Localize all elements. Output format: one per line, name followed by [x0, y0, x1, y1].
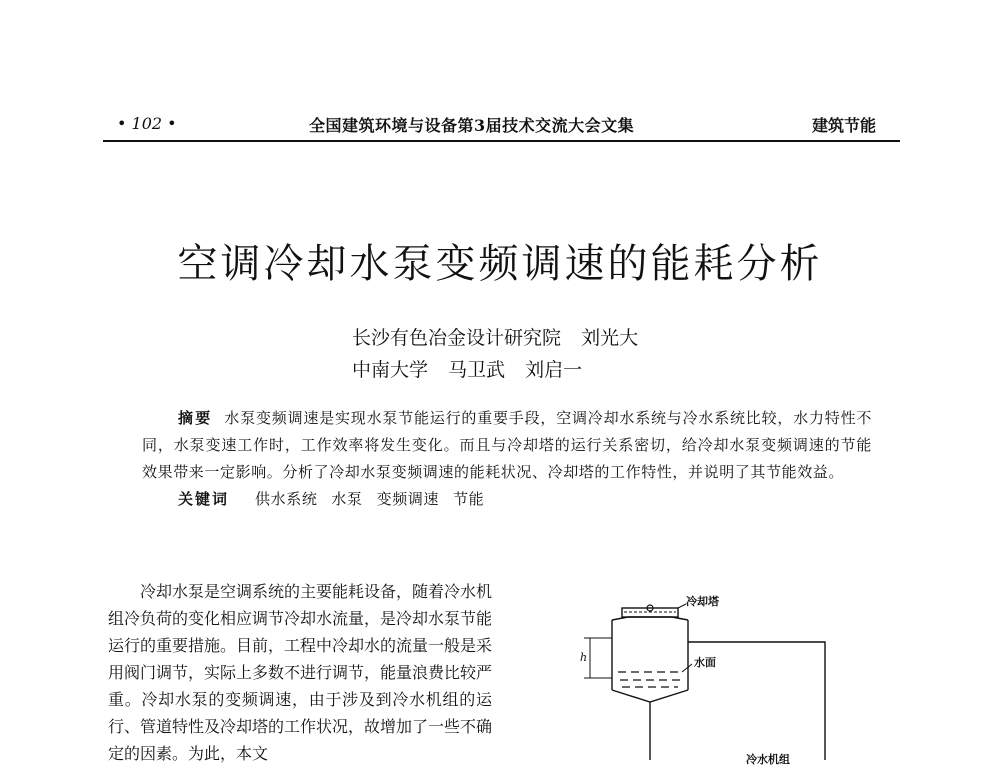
label-cooling-tower: 冷却塔 [686, 595, 719, 608]
label-height: h [580, 651, 588, 664]
abstract-text: 水泵变频调速是实现水泵节能运行的重要手段，空调冷却水系统与冷水系统比较，水力特性不同，水泵变速工作时，工作效率将发生变化。而且与冷却塔的运行关系密切，给冷却水泵变频调速的节能效果带来一定影响。分析了冷却水泵变频调速的能耗状况、冷却塔的工作特性，并说明了其节能效益。 [142, 409, 872, 481]
tower-leader-line [678, 604, 686, 608]
author-name: 马卫武 [448, 359, 506, 381]
cooling-tower-figure [560, 590, 940, 766]
keyword: 供水系统 [255, 490, 318, 508]
abstract-block [142, 405, 872, 513]
body-text [108, 578, 492, 767]
label-water-surface: 水面 [694, 656, 716, 669]
keywords [142, 486, 872, 513]
author-name: 刘光大 [581, 327, 639, 349]
journal-title: 全国建筑环境与设备第3届技术交流大会文集 [309, 116, 635, 135]
keyword: 节能 [453, 490, 485, 508]
affiliation-2: 中南大学 [352, 359, 429, 381]
keyword: 水泵 [331, 490, 363, 508]
paper-title: 空调冷却水泵变频调速的能耗分析 [177, 241, 823, 287]
keywords-label: 关键词 [178, 490, 230, 508]
author-line-2 [352, 355, 582, 382]
author-line-1 [352, 323, 638, 350]
tower-basin [612, 690, 688, 702]
keyword: 变频调速 [376, 490, 440, 508]
abstract-label: 摘要 [178, 409, 213, 427]
section-name: 建筑节能 [812, 116, 877, 135]
header-rule [103, 140, 900, 142]
tower-shoulder [612, 617, 688, 620]
water-leader-line [682, 664, 692, 672]
cooling-tower-diagram [560, 590, 940, 760]
abstract [142, 405, 872, 486]
author-name: 刘启一 [525, 359, 583, 381]
page-number: • 102 • [117, 114, 177, 133]
affiliation-1: 长沙有色冶金设计研究院 [352, 327, 562, 349]
body-paragraph: 冷却水泵是空调系统的主要能耗设备，随着冷水机组冷负荷的变化相应调节冷却水流量，是冷却水泵节能运行的重要措施。目前，工程中冷却水的流量一般是采用阀门调节，实际上多数不进行调节，能量浪费比较严重。冷却水泵的变频调速，由于涉及到冷水机组的运行、管道特性及冷却塔的工作状况，故增加了一些不确定的因素。为此，本文 [108, 582, 493, 763]
label-chiller: 冷水机组 [746, 753, 790, 766]
